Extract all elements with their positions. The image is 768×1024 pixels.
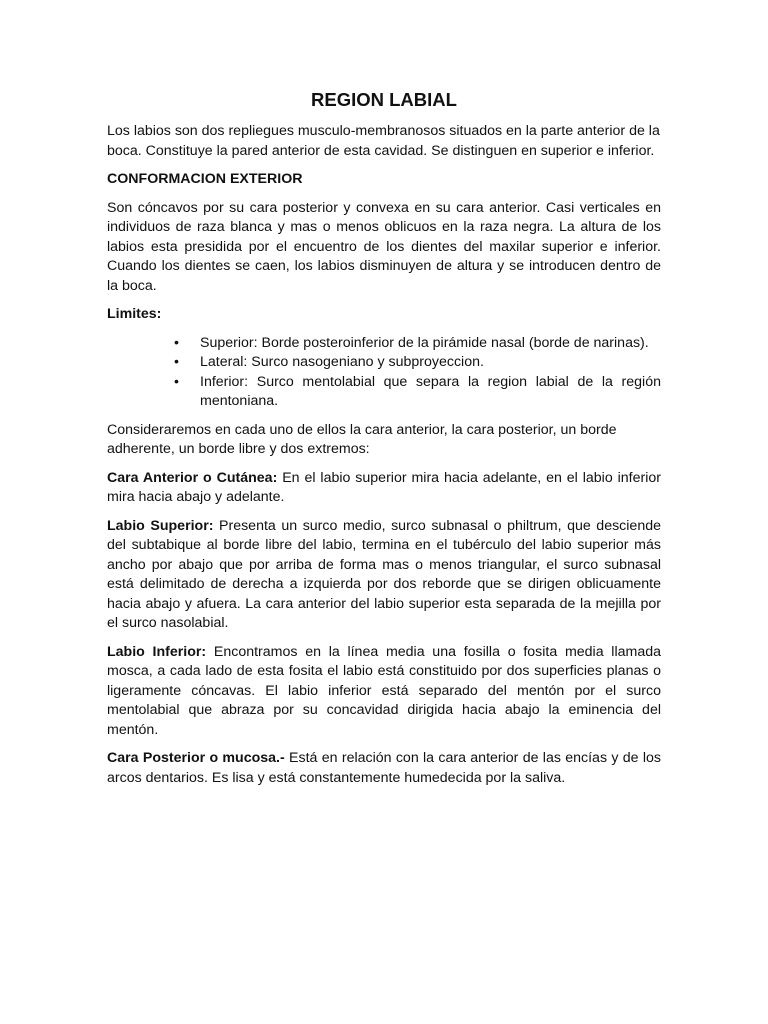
bullet-icon: • [174,373,179,390]
labio-superior-text: Presenta un surco medio, surco subnasal o philtrum, que desciende del subtabique al borde libre del labio, termina en el tubérculo del labio superior más ancho por abajo que por arriba de forma mas o menos triangular, el surco subnasal está delimitado de derecha a izquierda por dos reborde que se dirigen oblicuamente hacia abajo y afuera. La cara anterior del labio superior esta separada de la mejilla por el surco nasolabial. [107,517,661,631]
page-title: REGION LABIAL [311,89,457,110]
cara-posterior-label: Cara Posterior o mucosa.- [107,750,285,766]
document-page [107,88,661,797]
limites-list [107,334,661,412]
labio-superior-label: Labio Superior: [107,517,214,534]
cara-posterior-paragraph [107,749,661,788]
list-item [107,334,661,354]
bullet-icon: • [174,334,179,351]
list-item-text: Inferior: Surco mentolabial que separa la region labial de la región mentoniana. [200,373,661,409]
labio-inferior-paragraph [107,643,661,741]
cara-posterior-text: Está en relación con la cara anterior de las encías y de los arcos dentarios. Es lisa y está constantemente humedecida por la saliva. [107,750,661,786]
labio-superior-paragraph [107,517,661,634]
list-item-text: Lateral: Surco nasogeniano y subproyeccion. [200,354,484,370]
bullet-icon: • [174,354,179,370]
consideraremos-paragraph: Consideraremos en cada uno de ellos la cara anterior, la cara posterior, un borde adherente, un borde libre y dos extremos: [107,421,617,457]
labio-inferior-text: Encontramos en la línea media una fosilla o fosita media llamada mosca, a cada lado de esta fosita el labio está constituido por dos superficies planas o ligeramente cóncavas. El labio inferior está separado del mentón por el surco mentolabial que abraza por su concavidad dirigida hacia abajo la eminencia del mentón. [107,643,661,738]
cara-anterior-label: Cara Anterior o Cutánea: [107,469,278,486]
intro-paragraph: Los labios son dos repliegues musculo-membranosos situados en la parte anterior de la boca. Constituye la pared anterior de esta cavidad. Se distinguen en superior e inferior. [107,123,660,159]
list-item-text: Superior: Borde posteroinferior de la pirámide nasal (borde de narinas). [200,334,649,351]
cara-anterior-paragraph [107,469,661,508]
list-item [107,373,661,412]
conformacion-paragraph: Son cóncavos por su cara posterior y convexa en su cara anterior. Casi verticales en individuos de raza blanca y mas o menos oblicuos en la raza negra. La altura de los labios esta presidida por el encuentro de los dientes del maxilar superior e inferior. Cuando los dientes se caen, los labios disminuyen de altura y se introducen dentro de la boca. [107,199,661,294]
labio-inferior-label: Labio Inferior: [107,643,207,660]
cara-anterior-text: En el labio superior mira hacia adelante, en el labio inferior mira hacia abajo y adelante. [107,469,661,505]
list-item [107,353,661,373]
limites-heading: Limites: [107,306,162,322]
section-heading-conformacion: CONFORMACION EXTERIOR [107,171,303,187]
